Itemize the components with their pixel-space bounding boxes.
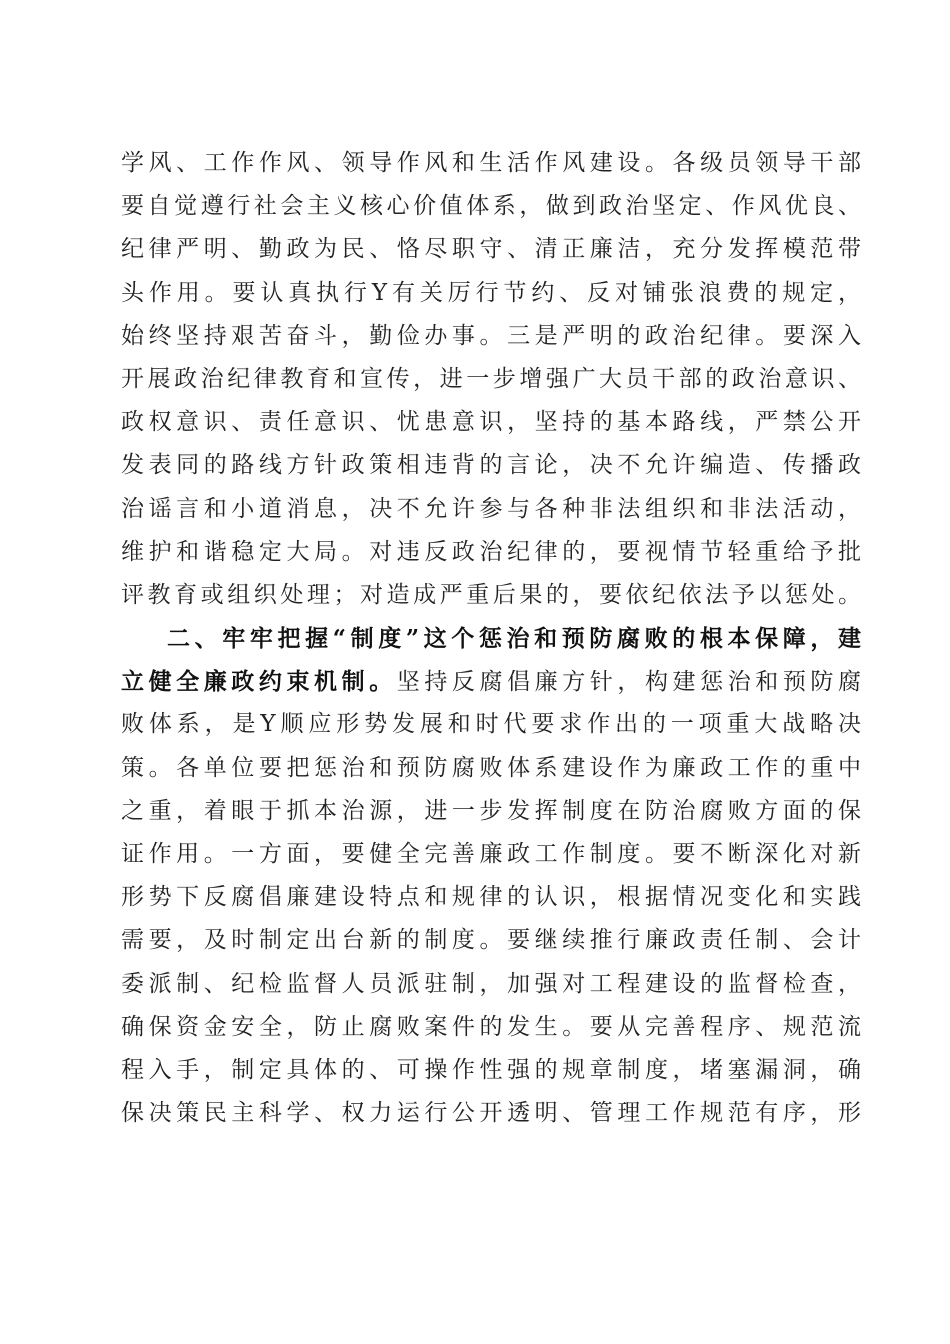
section-heading-line [121,617,861,660]
text-line: 确保资金安全，防止腐败案件的发生。要从完善程序、规范流 [121,1013,861,1040]
text-span: 坚持反腐倡廉方针，构建惩治和预防腐 [396,669,862,696]
section-heading: 二、牢牢把握“制度”这个惩治和预防腐败的根本保障，建 [167,625,861,653]
text-line: 治谣言和小道消息，决不允许参与各种非法组织和非法活动， [121,495,861,522]
text-line: 之重，着眼于抓本治源，进一步发挥制度在防治腐败方面的保 [121,797,861,824]
text-line: 维护和谐稳定大局。对违反政治纪律的，要视情节轻重给予批 [121,538,861,565]
text-line: 开展政治纪律教育和宣传，进一步增强广大员干部的政治意识、 [121,365,861,392]
text-line: 要自觉遵行社会主义核心价值体系，做到政治坚定、作风优良、 [121,193,861,220]
text-line: 纪律严明、勤政为民、恪尽职守、清正廉洁，充分发挥模范带 [121,236,861,263]
text-line: 保决策民主科学、权力运行公开透明、管理工作规范有序，形 [121,1100,861,1127]
text-line: 政权意识、责任意识、忧患意识，坚持的基本路线，严禁公开 [121,409,861,436]
text-line: 程入手，制定具体的、可操作性强的规章制度，堵塞漏洞，确 [121,1056,861,1083]
text-line: 评教育或组织处理；对造成严重后果的，要依纪依法予以惩处。 [121,581,861,608]
body-text [121,142,861,1135]
text-line: 委派制、纪检监督人员派驻制，加强对工程建设的监督检查， [121,970,861,997]
text-line: 策。各单位要把惩治和预防腐败体系建设作为廉政工作的重中 [121,754,861,781]
text-line: 证作用。一方面，要健全完善廉政工作制度。要不断深化对新 [121,841,861,867]
section-heading-end: 立健全廉政约束机制。 [121,668,397,696]
text-line: 学风、工作作风、领导作风和生活作风建设。各级员领导干部 [121,150,861,176]
text-line: 头作用。要认真执行Y有关厉行节约、反对铺张浪费的规定， [121,279,861,306]
text-line [121,660,861,703]
text-line: 需要，及时制定出台新的制度。要继续推行廉政责任制、会计 [121,927,861,954]
text-line: 始终坚持艰苦奋斗，勤俭办事。三是严明的政治纪律。要深入 [121,322,861,349]
text-line: 形势下反腐倡廉建设特点和规律的认识，根据情况变化和实践 [121,884,861,911]
text-line: 发表同的路线方针政策相违背的言论，决不允许编造、传播政 [121,452,861,479]
text-line: 败体系，是Y顺应形势发展和时代要求作出的一项重大战略决 [121,711,861,738]
